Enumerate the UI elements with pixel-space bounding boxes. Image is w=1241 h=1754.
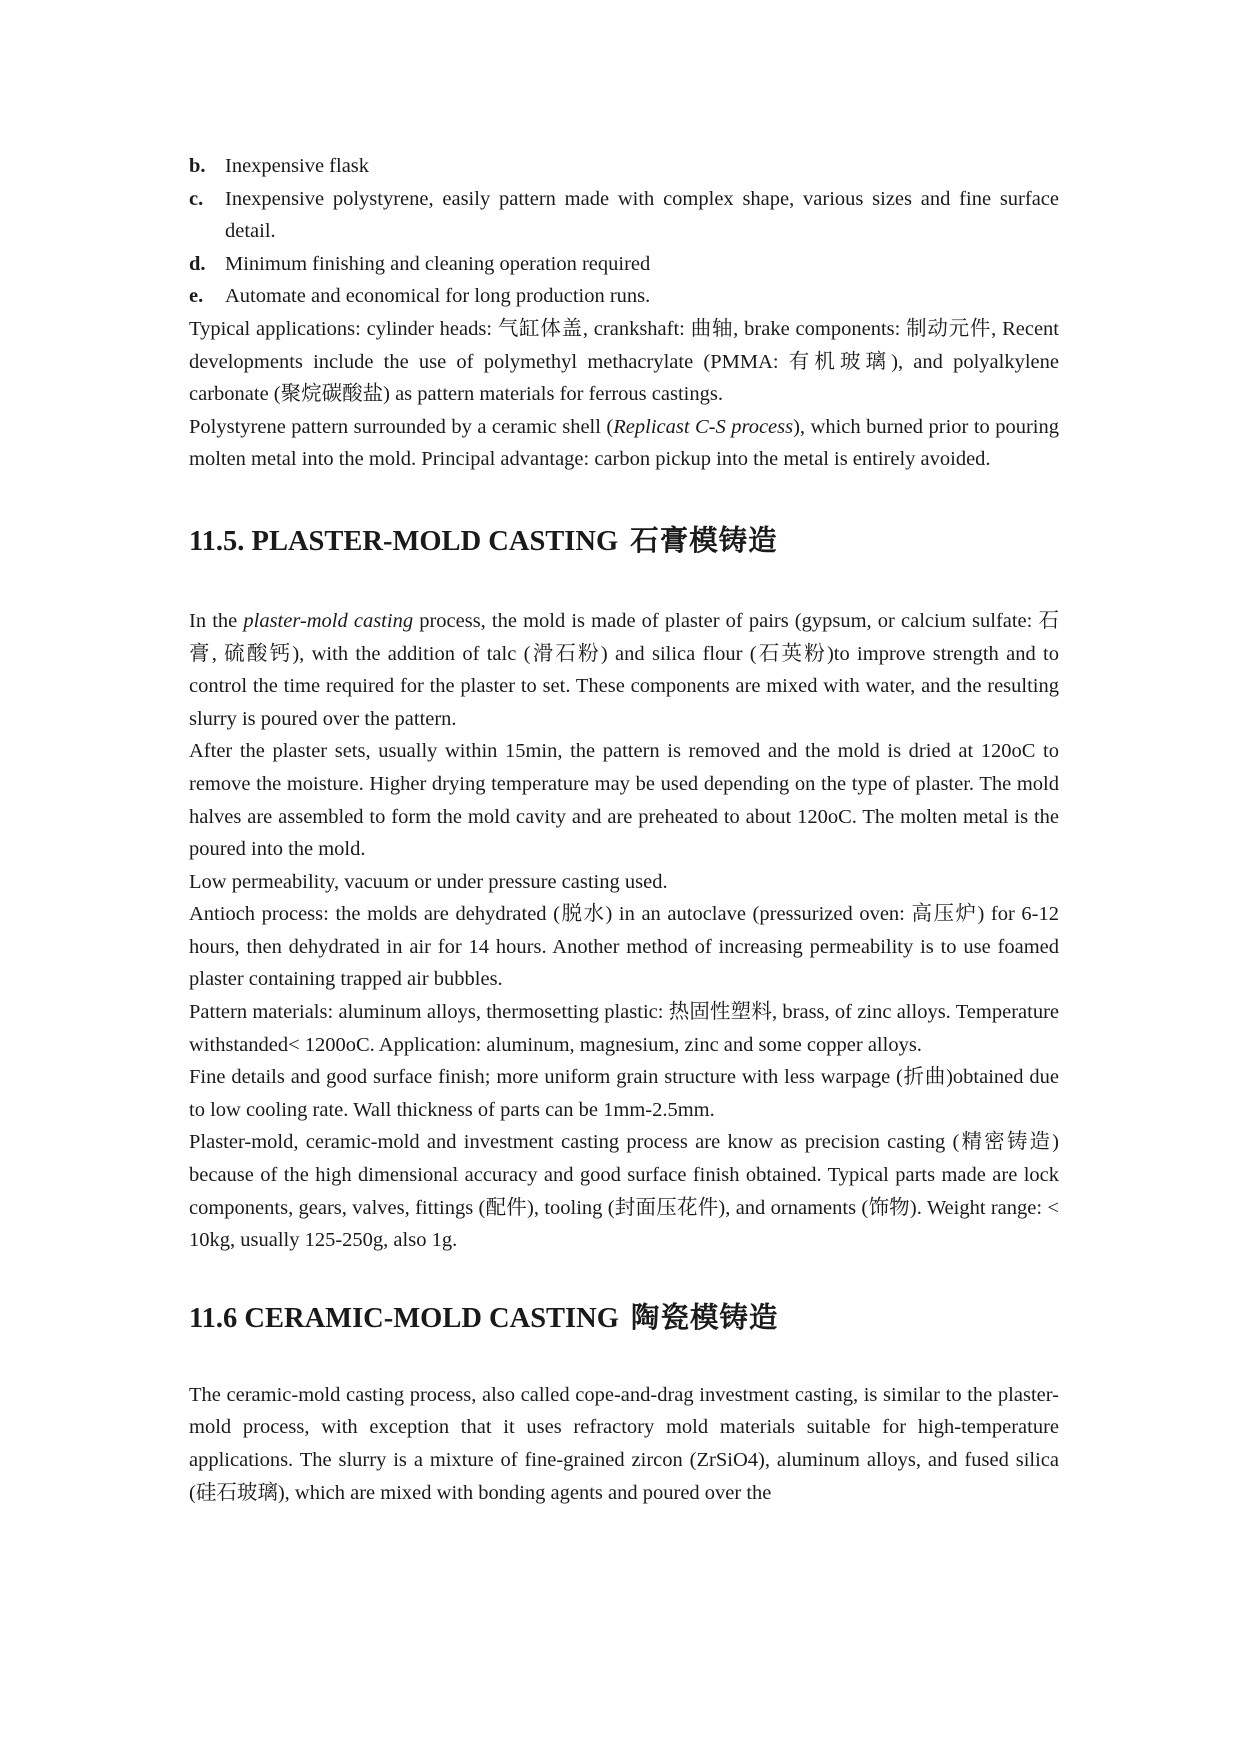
plaster-paragraph-2: After the plaster sets, usually within 15min, the pattern is removed and the mold is dried at 120oC to remove the moisture. Higher drying temperature may be used depending on the type of plaster. The mold halves are assembled to form the mold cavity and are preheated to about 120oC. The molten metal is the poured into the mold.	[189, 740, 1059, 861]
list-marker: d.	[189, 252, 206, 275]
replicast-paragraph	[189, 411, 1059, 476]
list-item-text: Inexpensive polystyrene, easily pattern made with complex shape, various sizes and fine surface detail.	[225, 187, 1059, 243]
list-item	[189, 280, 1059, 313]
section-title-cjk: 陶瓷模铸造	[630, 1302, 779, 1334]
paragraph-text-post: process, the mold is made of plaster of pairs (gypsum, or calcium sulfate: 石膏, 硫酸钙), with the addition of talc (滑石粉) and silica flour (石英粉)to improve strength and to control the time required for the plaster to set. These components are mixed with water, and the resulting slurry is poured over the pattern.	[189, 609, 1059, 730]
list-item-text: Minimum finishing and cleaning operation required	[225, 252, 651, 275]
applications-paragraph: Typical applications: cylinder heads: 气缸体盖, crankshaft: 曲轴, brake components: 制动元件, Recent developments include the use of polymethyl methacrylate (PMMA: 有机玻璃), and polyalkylene carbonate (聚烷碳酸盐) as pattern materials for ferrous castings.	[189, 317, 1059, 406]
list-item	[189, 183, 1059, 248]
plaster-paragraph-1	[189, 605, 1059, 735]
list-item-text: Inexpensive flask	[225, 155, 370, 177]
ceramic-paragraph-1: The ceramic-mold casting process, also called cope-and-drag investment casting, is similar to the plaster-mold process, with exception that it uses refractory mold materials suitable for high-temperature applications. The slurry is a mixture of fine-grained zircon (ZrSiO4), aluminum alloys, and fused silica (硅石玻璃), which are mixed with bonding agents and poured over the	[189, 1383, 1059, 1504]
plaster-paragraph-5: Pattern materials: aluminum alloys, thermosetting plastic: 热固性塑料, brass, of zinc alloys. Temperature withstanded< 1200oC. Application: aluminum, magnesium, zinc and some copper alloys.	[189, 1001, 1059, 1056]
section-title-cjk: 石膏模铸造	[630, 525, 778, 557]
section-title: 11.5. PLASTER-MOLD CASTING	[189, 525, 619, 557]
plaster-paragraph-4: Antioch process: the molds are dehydrated (脱水) in an autoclave (pressurized oven: 高压炉) for 6-12 hours, then dehydrated in air for 14 hours. Another method of increasing permeability is to use foamed plaster containing trapped air bubbles.	[189, 903, 1059, 991]
list-item	[189, 248, 1059, 281]
plaster-mold-casting-term: plaster-mold casting	[243, 609, 414, 632]
section-heading-plaster-mold	[189, 524, 1059, 560]
list-marker: e.	[189, 285, 204, 308]
advantages-list	[189, 150, 1059, 313]
plaster-paragraph-3: Low permeability, vacuum or under pressure casting used.	[189, 870, 668, 893]
section-title: 11.6 CERAMIC-MOLD CASTING	[189, 1302, 619, 1334]
list-item-text: Automate and economical for long production runs.	[225, 285, 651, 308]
plaster-paragraph-7: Plaster-mold, ceramic-mold and investment casting process are know as precision casting (精密铸造) because of the high dimensional accuracy and good surface finish obtained. Typical parts made are lock components, gears, valves, fittings (配件), tooling (封面压花件), and ornaments (饰物). Weight range: < 10kg, usually 125-250g, also 1g.	[189, 1131, 1059, 1252]
paragraph-text-pre: In the	[189, 609, 244, 632]
list-item	[189, 150, 1059, 183]
document-page	[189, 150, 1059, 1509]
section-heading-ceramic-mold	[189, 1301, 1059, 1337]
plaster-paragraph-6: Fine details and good surface finish; more uniform grain structure with less warpage (折曲)obtained due to low cooling rate. Wall thickness of parts can be 1mm-2.5mm.	[189, 1066, 1059, 1121]
replicast-text-post: ), which burned prior to pouring molten metal into the mold. Principal advantage: carbon pickup into the metal is entirely avoided.	[189, 415, 1060, 471]
replicast-process-term: Replicast C-S process	[613, 415, 794, 438]
replicast-text-pre: Polystyrene pattern surrounded by a ceramic shell (	[189, 415, 614, 438]
list-marker: c.	[189, 187, 204, 210]
list-marker: b.	[189, 155, 206, 177]
